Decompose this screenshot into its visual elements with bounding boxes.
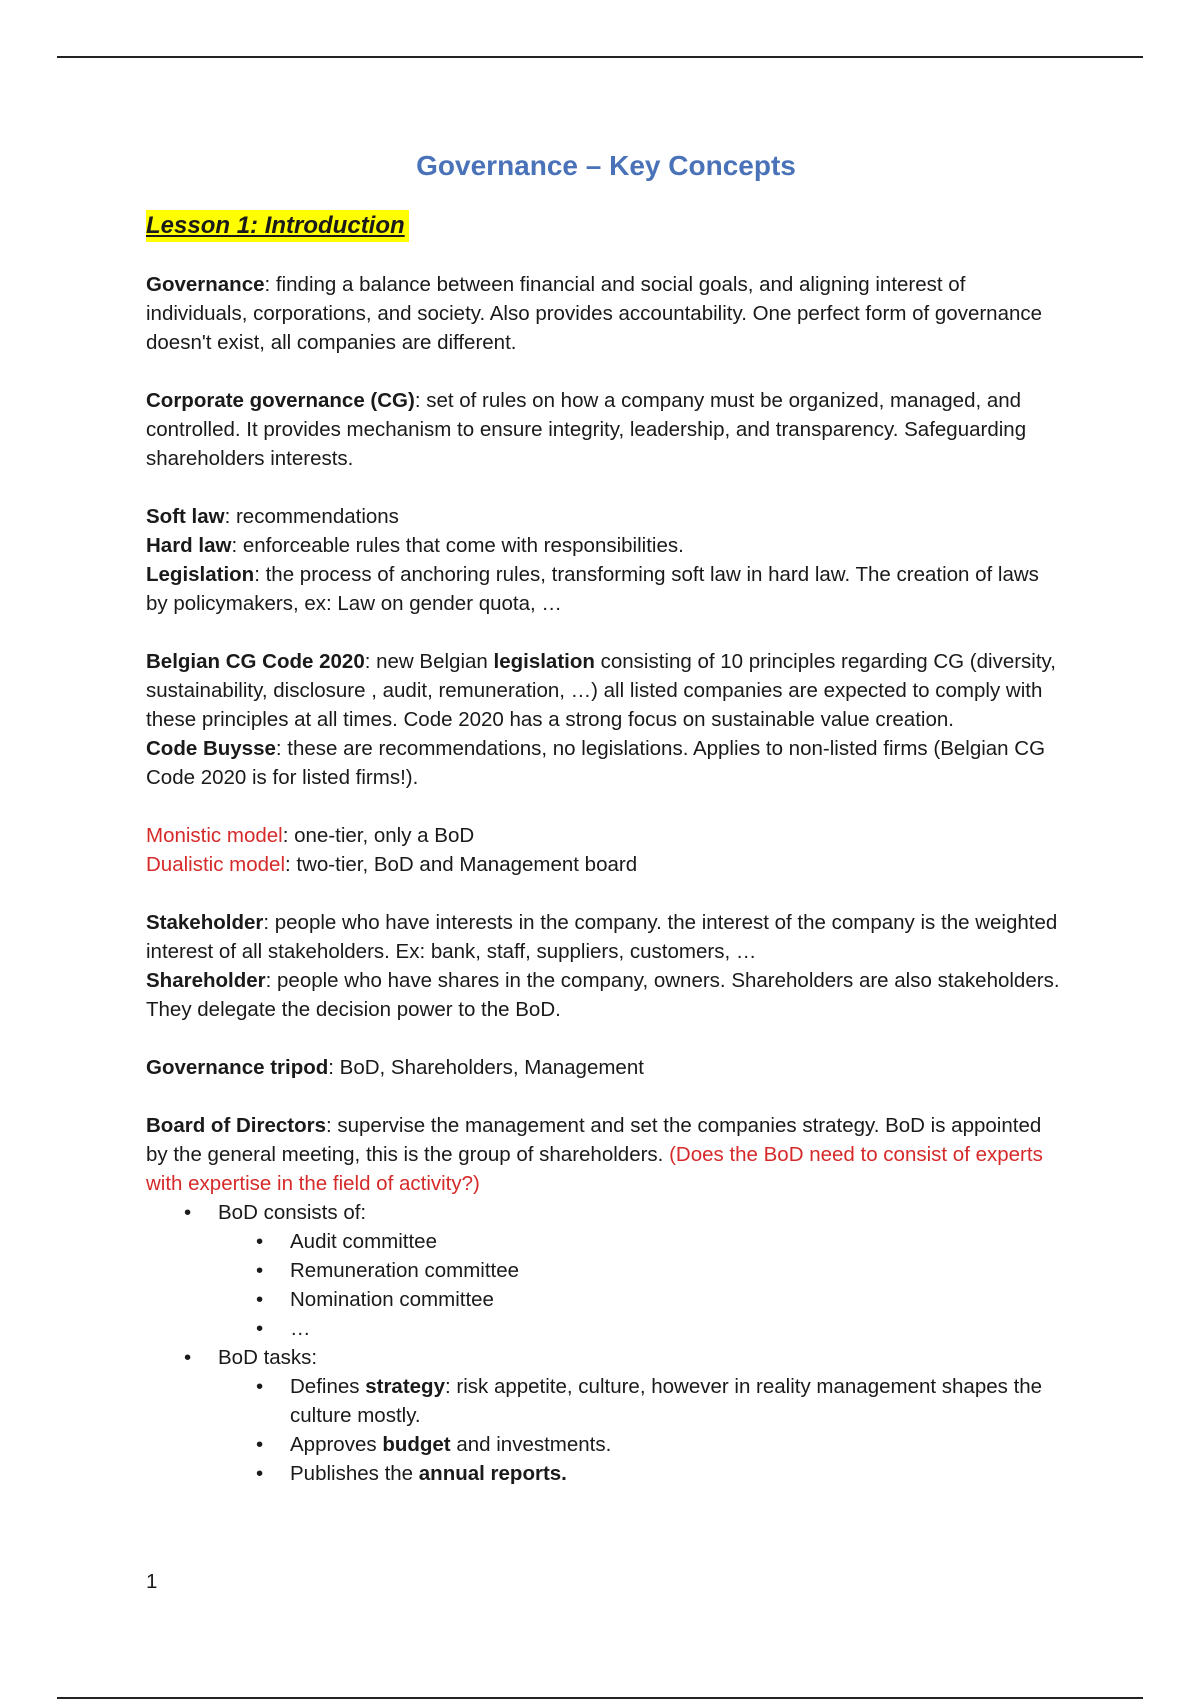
legislation-line (146, 560, 1066, 618)
bod-list (146, 1198, 1066, 1488)
shareholder-definition: : people who have shares in the company, owners. Shareholders are also stakeholders. They delegate the decision power to the BoD. (146, 969, 1060, 1021)
codes-block (146, 647, 1066, 792)
term-soft-law: Soft law (146, 505, 225, 528)
task-bold: annual reports. (418, 1462, 567, 1485)
committee-item: Audit committee (290, 1230, 437, 1253)
task-text: Approves (290, 1433, 383, 1456)
hard-law-definition: : enforceable rules that come with responsibilities. (231, 534, 684, 557)
bullet-icon: • (256, 1317, 264, 1340)
term-hard-law: Hard law (146, 534, 232, 557)
list-item (218, 1459, 1066, 1488)
tasks-label: BoD tasks: (218, 1346, 318, 1369)
page-number: 1 (146, 1570, 158, 1593)
lesson-heading: Lesson 1: Introduction (146, 210, 409, 242)
stakeholder-line (146, 908, 1066, 966)
task-text: : risk appetite, culture, however in reality management shapes the culture mostly. (290, 1375, 1043, 1427)
bullet-icon: • (256, 1230, 264, 1253)
committee-list (218, 1227, 1066, 1343)
list-item (218, 1372, 1066, 1430)
bod-definition: : supervise the management and set the companies strategy. BoD is appointed by the general meeting, this is the group of shareholders. (146, 1114, 1042, 1166)
code-buysse-definition: : these are recommendations, no legislations. Applies to non-listed firms (Belgian CG Code 2020 is for listed firms!). (146, 737, 1046, 789)
bod-question: (Does the BoD need to consist of experts with expertise in the field of activity?) (146, 1143, 1043, 1195)
document-page (146, 146, 1066, 1488)
list-item (146, 1198, 1066, 1343)
term-legislation: Legislation (146, 563, 255, 586)
legislation-definition: : the process of anchoring rules, transforming soft law in hard law. The creation of laws by policymakers, ex: Law on gender quota, … (146, 563, 1039, 615)
governance-paragraph (146, 270, 1066, 357)
bullet-icon: • (184, 1201, 192, 1224)
dualistic-definition: : two-tier, BoD and Management board (285, 853, 638, 876)
term-dualistic: Dualistic model (146, 853, 285, 876)
bullet-icon: • (256, 1433, 264, 1456)
consists-label: BoD consists of: (218, 1201, 367, 1224)
cg-definition: : set of rules on how a company must be organized, managed, and controlled. It provides mechanism to ensure integrity, leadership, and transparency. Safeguarding shareholders interests. (146, 389, 1027, 470)
dualistic-line (146, 850, 1066, 879)
belgian-code-line (146, 647, 1066, 734)
header-rule (57, 56, 1143, 58)
bullet-icon: • (184, 1346, 192, 1369)
committee-item: Nomination committee (290, 1288, 494, 1311)
term-shareholder: Shareholder (146, 969, 266, 992)
governance-definition: : finding a balance between financial and social goals, and aligning interest of individuals, corporations, and society. Also provides accountability. One perfect form of governance doesn't exist, all companies are different. (146, 273, 1043, 354)
belgian-code-text-2: consisting of 10 principles regarding CG (diversity, sustainability, disclosure , audit, remuneration, …) all listed companies are expected to comply with these principles at all times. Code 2020 has a strong focus on sustainable value creation. (146, 650, 1056, 731)
footer-rule (57, 1697, 1143, 1699)
list-item (218, 1256, 1066, 1285)
list-item (218, 1227, 1066, 1256)
committee-item: Remuneration committee (290, 1259, 520, 1282)
task-bold: strategy (365, 1375, 445, 1398)
shareholder-line (146, 966, 1066, 1024)
code-buysse-line (146, 734, 1066, 792)
list-item (218, 1314, 1066, 1343)
bod-block (146, 1111, 1066, 1488)
list-item (218, 1430, 1066, 1459)
term-cg: Corporate governance (CG) (146, 389, 415, 412)
cg-paragraph (146, 386, 1066, 473)
task-bold: budget (382, 1433, 451, 1456)
task-text: Defines (290, 1375, 366, 1398)
task-list (218, 1372, 1066, 1488)
bullet-icon: • (256, 1288, 264, 1311)
committee-item: … (290, 1317, 311, 1340)
tripod-definition: : BoD, Shareholders, Management (328, 1056, 644, 1079)
belgian-code-bold: legislation (493, 650, 595, 673)
document-title: Governance – Key Concepts (416, 150, 796, 181)
bullet-icon: • (256, 1462, 264, 1485)
soft-law-definition: : recommendations (224, 505, 399, 528)
holders-block (146, 908, 1066, 1024)
term-monistic: Monistic model (146, 824, 283, 847)
tripod-line (146, 1053, 1066, 1082)
monistic-definition: : one-tier, only a BoD (282, 824, 475, 847)
belgian-code-text-1: : new Belgian (364, 650, 494, 673)
bullet-icon: • (256, 1259, 264, 1282)
task-text: and investments. (450, 1433, 612, 1456)
list-item (218, 1285, 1066, 1314)
term-belgian-code: Belgian CG Code 2020 (146, 650, 365, 673)
term-code-buysse: Code Buysse (146, 737, 276, 760)
list-item (146, 1343, 1066, 1488)
term-stakeholder: Stakeholder (146, 911, 264, 934)
term-bod: Board of Directors (146, 1114, 326, 1137)
monistic-line (146, 821, 1066, 850)
stakeholder-definition: : people who have interests in the company. the interest of the company is the weighted interest of all stakeholders. Ex: bank, staff, suppliers, customers, … (146, 911, 1058, 963)
term-tripod: Governance tripod (146, 1056, 329, 1079)
hard-law-line (146, 531, 1066, 560)
bullet-icon: • (256, 1375, 264, 1398)
term-governance: Governance (146, 273, 265, 296)
law-block (146, 502, 1066, 618)
models-block (146, 821, 1066, 879)
task-text: Publishes the (290, 1462, 419, 1485)
bod-line (146, 1111, 1066, 1198)
soft-law-line (146, 502, 1066, 531)
